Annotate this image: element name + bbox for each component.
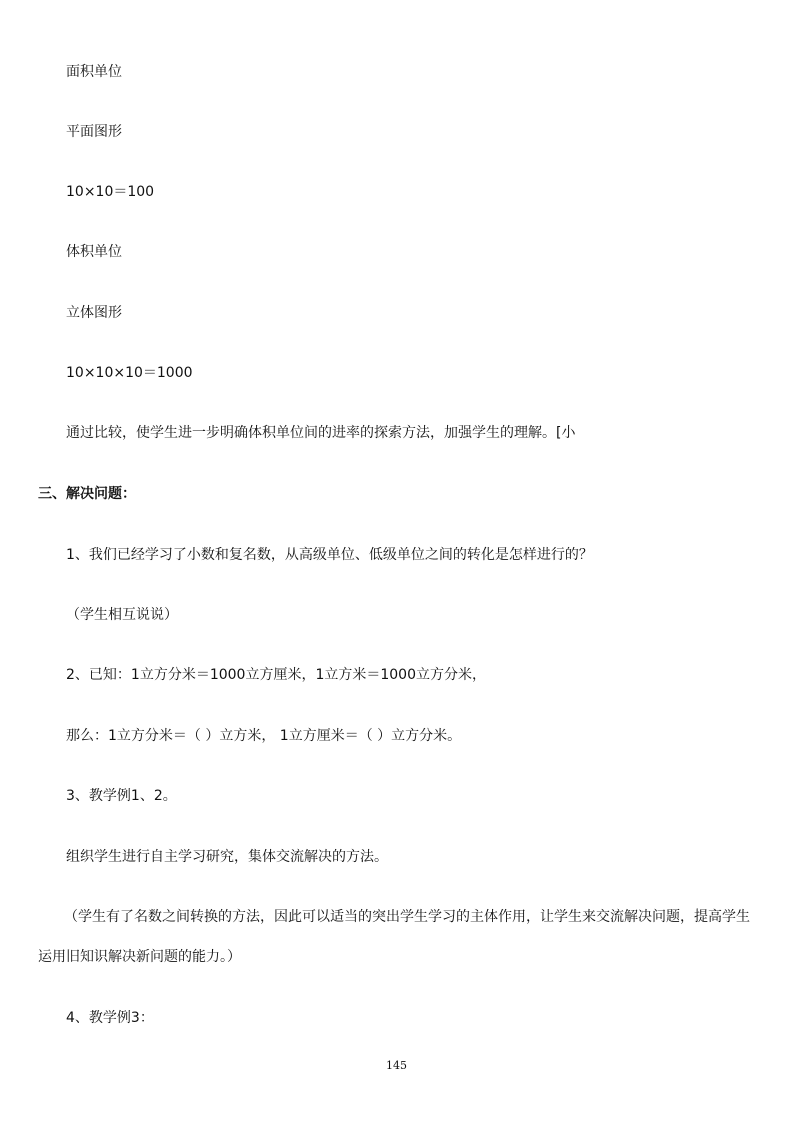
solid-figure-text: 立体图形	[66, 305, 122, 321]
question-3-method: 组织学生进行自主学习研究，集体交流解决的方法。	[66, 849, 388, 865]
page-number: 145	[386, 1059, 407, 1072]
area-unit-text: 面积单位	[66, 64, 122, 80]
question-3: 3、教学例1、2。	[66, 788, 177, 804]
question-2-ask: 那么：1立方分米＝（ ）立方米， 1立方厘米＝（ ）立方分米。	[66, 728, 462, 744]
plane-figure-text: 平面图形	[66, 124, 122, 140]
purpose-paragraph: 通过比较，使学生进一步明确体积单位间的进率的探索方法，加强学生的理解。[小	[66, 425, 576, 441]
question-1-note: （学生相互说说）	[66, 607, 178, 623]
question-4: 4、教学例3：	[66, 1010, 154, 1026]
question-2-given: 2、已知：1立方分米＝1000立方厘米，1立方米＝1000立方分米，	[66, 667, 486, 683]
question-3-note-line-2: 运用旧知识解决新问题的能力。）	[38, 949, 241, 965]
area-rate-text: 10×10＝100	[66, 184, 155, 200]
question-3-note-line-1: （学生有了名数之间转换的方法，因此可以适当的突出学生学习的主体作用，让学生来交流解决问题，提高学生	[64, 909, 750, 925]
volume-unit-text: 体积单位	[66, 244, 122, 260]
question-1: 1、我们已经学习了小数和复名数，从高级单位、低级单位之间的转化是怎样进行的？	[66, 547, 593, 563]
volume-rate-text: 10×10×10＝1000	[66, 365, 193, 381]
section-heading: 三、解决问题：	[38, 486, 136, 502]
